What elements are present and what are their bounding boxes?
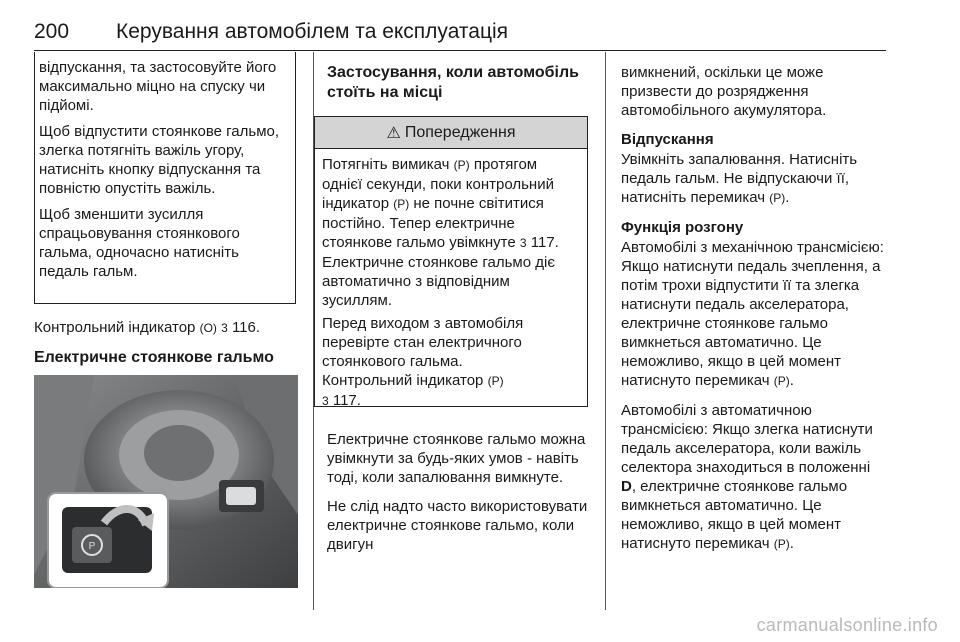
indicator-reference: Контрольний індикатор (O) 3 116.	[34, 319, 261, 336]
console-photo-illustration	[34, 375, 298, 588]
warning-icon: ⚠	[386, 124, 401, 142]
warning-box	[314, 116, 588, 407]
paragraph: Автомобілі з автоматичною трансмісією: Якщо злегка натиснути педаль акселератора, коли важіль селектора знаходиться в положенні D, електричне стоянкове гальмо вимкнеться автоматично. Це неможливо, якщо в цей момент натиснуто перемикач (P).	[621, 402, 873, 552]
page-title: Керування автомобілем та експлуатація	[116, 20, 509, 43]
section-heading: Електричне стоянкове гальмо	[34, 349, 274, 366]
column-2-lower	[327, 430, 593, 564]
paragraph: Контрольний індикатор (P) 3 117.	[322, 372, 504, 409]
paragraph: відпускання, та застосовуйте його максимально міцно на спуску чи підйомі.	[39, 59, 277, 114]
section-heading: Застосування, коли автомобіль стоїть на місці	[327, 64, 579, 101]
parking-brake-indicator-icon: (P)	[487, 374, 504, 388]
paragraph: Увімкніть запалювання. Натисніть педаль гальм. Не відпускаючи її, натисніть перемикач (P).	[621, 151, 858, 206]
column-1	[34, 318, 304, 368]
parking-brake-indicator-icon: (P)	[393, 197, 410, 211]
selector-position-d: D	[621, 478, 632, 495]
parking-brake-switch-icon: (P)	[773, 537, 790, 551]
paragraph: Перед виходом з автомобіля перевірте стан електричного стоянкового гальма.	[322, 315, 524, 370]
continued-info-box	[34, 52, 296, 304]
column-divider	[605, 52, 606, 610]
paragraph: Не слід надто часто використовувати електричне стоянкове гальмо, коли двигун	[327, 498, 588, 553]
section-heading: Відпускання	[621, 131, 714, 148]
column-3	[621, 63, 889, 564]
column-2	[327, 63, 589, 103]
reference-arrow-icon: 3	[519, 236, 527, 250]
parking-brake-switch-icon: (P)	[773, 374, 790, 388]
reference-arrow-icon: 3	[221, 321, 228, 335]
parking-brake-switch-icon: (P)	[453, 158, 470, 172]
paragraph: вимкнений, оскільки це може призвести до розрядження автомобільного акумулятора.	[621, 64, 827, 119]
parking-brake-illustration	[34, 375, 298, 588]
warning-header	[315, 117, 587, 149]
watermark-footer: carmanualsonline.info	[756, 615, 938, 635]
section-heading: Функція розгону	[621, 219, 744, 236]
page-header	[34, 20, 886, 51]
page-number: 200	[34, 20, 70, 43]
parking-brake-switch-icon: (P)	[769, 191, 786, 205]
warning-title: Попередження	[404, 123, 516, 141]
paragraph: Щоб відпустити стоянкове гальмо, злегка потягніть важіль угору, натисніть кнопку відпускання та повністю опустіть важіль.	[39, 123, 280, 197]
brake-indicator-icon: (O)	[199, 321, 217, 335]
paragraph: Щоб зменшити зусилля спрацьовування стоянкового гальма, одночасно натисніть педаль гальм.	[39, 206, 240, 280]
reference-arrow-icon: 3	[322, 394, 329, 408]
svg-text:P: P	[88, 541, 96, 552]
paragraph: Потягніть вимикач (P) протягом однієї секунди, поки контрольний індикатор (P) не почне світитися постійно. Тепер електричне стоянкове гальмо увімкнуте 3 117. Електричне стоянкове гальмо діє автоматично з відповідним зусиллям.	[322, 156, 559, 309]
paragraph: Автомобілі з механічною трансмісією: Якщо натиснути педаль зчеплення, а потім трохи відпустити її та злегка натиснути педаль акселератора, електричне стоянкове гальмо вимкнеться автоматично. Це неможливо, якщо в цей момент натиснуто перемикач (P).	[621, 239, 884, 389]
paragraph: Електричне стоянкове гальмо можна увімкнути за будь-яких умов - навіть тоді, коли запалювання вимкнуте.	[327, 431, 586, 486]
warning-body	[315, 149, 587, 411]
